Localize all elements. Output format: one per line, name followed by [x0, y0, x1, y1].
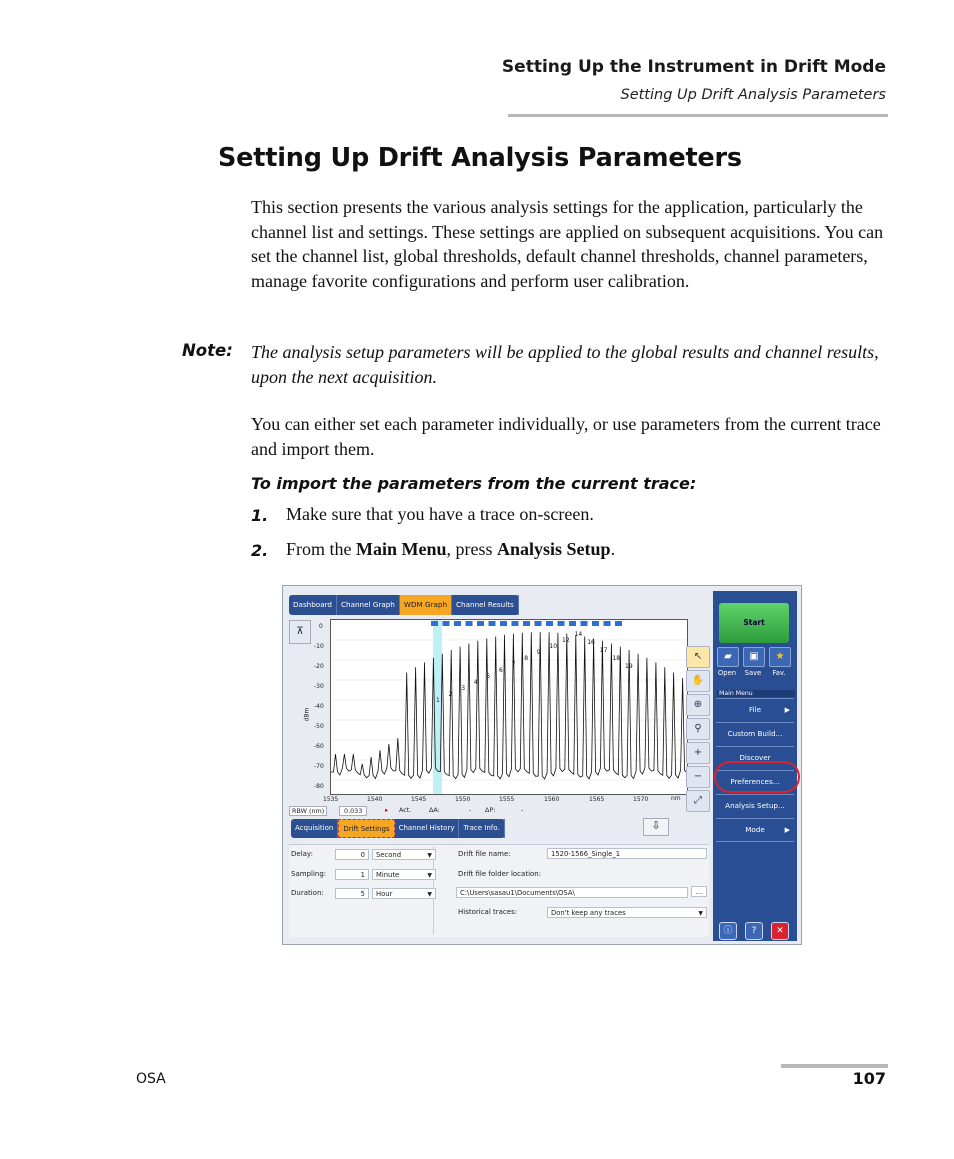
main-tab-bar	[289, 595, 519, 615]
close-icon[interactable]: ✕	[771, 922, 789, 940]
menu-item-custom-build[interactable]: Custom Build...	[716, 722, 794, 745]
y-tick: -30	[314, 683, 324, 690]
analysis-setup-term: Analysis Setup	[497, 539, 611, 559]
duration-unit-select[interactable]: Hour ▼	[372, 888, 436, 899]
drift-folder-label: Drift file folder location:	[458, 870, 542, 878]
channel-marker	[523, 621, 530, 626]
tab-dashboard[interactable]: Dashboard	[289, 595, 337, 615]
footer-rule	[781, 1064, 888, 1068]
chevron-down-icon: ▼	[427, 852, 432, 859]
x-tick: 1535	[323, 796, 339, 803]
delay-label: Delay:	[291, 850, 313, 858]
y-tick: -10	[314, 643, 324, 650]
open-folder-icon[interactable]: ▰	[717, 647, 739, 667]
chevron-right-icon: ▶	[784, 826, 790, 834]
channel-marker	[581, 621, 588, 626]
y-tick: -40	[314, 703, 324, 710]
intro-paragraph: This section presents the various analysis settings for the application, particularly the channel list and settings. These settings are applied on subsequent acquisitions. You can set the channel list, global thresholds, default channel thresholds, channel parameters, manage favorite configurations and perform user calibration.	[251, 197, 884, 291]
channel-label: 5	[486, 673, 491, 680]
y-axis-label: dBm	[303, 707, 311, 722]
spectrum-trace	[331, 620, 687, 794]
channel-label: 6	[499, 667, 503, 674]
save-label: Save	[744, 669, 762, 677]
x-tick: 1540	[367, 796, 383, 803]
expand-arrow-icon[interactable]: ⇩	[643, 818, 669, 836]
channel-label: 2	[448, 691, 453, 698]
zoom-out-icon[interactable]: −	[686, 766, 710, 788]
delta-p-value: -	[521, 806, 524, 814]
chevron-down-icon: ▼	[427, 891, 432, 898]
channel-label: 3	[461, 685, 466, 692]
y-tick: -80	[314, 783, 324, 790]
channel-marker	[592, 621, 599, 626]
drift-folder-input[interactable]: C:\Users\sasau1\Documents\OSA\	[456, 887, 688, 898]
delay-input[interactable]: 0	[335, 849, 369, 860]
delta-p-label: ΔP:	[485, 806, 496, 814]
y-tick: -70	[314, 763, 324, 770]
y-tick: 0	[319, 623, 323, 630]
zoom-icon[interactable]: ⚲	[686, 718, 710, 740]
channel-marker	[500, 621, 507, 626]
channel-marker	[604, 621, 611, 626]
page-number: 107	[852, 1069, 886, 1088]
save-disk-icon[interactable]: ▣	[743, 647, 765, 667]
wdm-graph-plot[interactable]	[330, 619, 688, 795]
channel-marker	[477, 621, 484, 626]
tab-wdm-graph[interactable]: WDM Graph	[400, 595, 452, 615]
rbw-label: RBW (nm)	[289, 806, 327, 816]
menu-item-discover[interactable]: Discover	[716, 746, 794, 769]
menu-item-preferences[interactable]: Preferences...	[716, 770, 794, 793]
x-tick: 1555	[499, 796, 515, 803]
subtab-drift-settings[interactable]: Drift Settings	[338, 819, 394, 838]
channel-marker	[558, 621, 565, 626]
x-tick: 1560	[544, 796, 560, 803]
step-1-number: 1.	[251, 506, 269, 525]
help-icon[interactable]: ?	[745, 922, 763, 940]
chevron-right-icon: ▶	[784, 706, 790, 714]
delta-a-value: -	[469, 806, 472, 814]
x-tick: 1565	[589, 796, 605, 803]
delta-a-label: ΔA:	[429, 806, 440, 814]
chevron-down-icon: ▼	[427, 872, 432, 879]
channel-label: 17	[599, 647, 608, 654]
channel-marker	[489, 621, 496, 626]
app-screenshot	[282, 585, 802, 945]
channel-marker	[569, 621, 576, 626]
pan-hand-icon[interactable]: ✋	[686, 670, 710, 692]
zoom-in-icon[interactable]: +	[686, 742, 710, 764]
delay-unit-select[interactable]: Second ▼	[372, 849, 436, 860]
historical-traces-select[interactable]: Don't keep any traces ▼	[547, 907, 707, 918]
marker-info-bar	[289, 805, 709, 817]
sampling-label: Sampling:	[291, 870, 327, 878]
step-2-text: From the Main Menu, press Analysis Setup.	[286, 539, 616, 559]
channel-marker	[535, 621, 542, 626]
sub-tab-bar	[291, 819, 505, 838]
y-tick: -50	[314, 723, 324, 730]
tab-channel-results[interactable]: Channel Results	[452, 595, 519, 615]
procedure-heading: To import the parameters from the current trace:	[251, 474, 697, 493]
favorite-star-icon[interactable]: ★	[769, 647, 791, 667]
channel-label: 14	[574, 631, 583, 638]
y-tick: -20	[314, 663, 324, 670]
running-header-section: Setting Up Drift Analysis Parameters	[620, 87, 886, 103]
x-unit: nm	[671, 795, 681, 802]
channel-label: 19	[625, 663, 633, 670]
channel-label: 10	[549, 643, 558, 650]
start-button[interactable]: Start	[719, 603, 789, 643]
running-header-chapter: Setting Up the Instrument in Drift Mode	[501, 57, 886, 77]
tab-channel-graph[interactable]: Channel Graph	[337, 595, 400, 615]
channel-marker	[546, 621, 553, 626]
channel-label: 8	[524, 655, 529, 662]
historical-traces-label: Historical traces:	[458, 908, 518, 916]
duration-label: Duration:	[291, 889, 324, 897]
channel-marker	[431, 621, 438, 626]
duration-input[interactable]: 5	[335, 888, 369, 899]
paragraph-2: You can either set each parameter individually, or use parameters from the current trace and import them.	[251, 414, 881, 459]
channel-marker	[443, 621, 450, 626]
open-label: Open	[717, 669, 737, 677]
menu-item-analysis-setup[interactable]: Analysis Setup...	[716, 794, 794, 817]
act-label: Act.	[399, 806, 412, 814]
x-tick: 1545	[411, 796, 427, 803]
channel-marker	[466, 621, 473, 626]
main-menu-term: Main Menu	[356, 539, 447, 559]
x-tick: 1550	[455, 796, 471, 803]
zoom-area-icon[interactable]: ⊕	[686, 694, 710, 716]
y-tick: -60	[314, 743, 324, 750]
act-marker[interactable]: ▸	[385, 806, 389, 814]
menu-item-mode[interactable]: Mode ▶	[716, 818, 794, 842]
step-1-text: Make sure that you have a trace on-screen.	[286, 504, 594, 524]
drift-file-name-label: Drift file name:	[458, 850, 511, 858]
subtab-acquisition[interactable]: Acquisition	[291, 819, 338, 838]
footer-product: OSA	[136, 1071, 166, 1087]
channel-label: 1	[436, 697, 440, 704]
drift-file-name-input[interactable]: 1520-1566_Single_1	[547, 848, 707, 859]
subtab-trace-info[interactable]: Trace Info.	[459, 819, 504, 838]
highlight-circle	[714, 761, 800, 793]
info-icon[interactable]: ⓘ	[719, 922, 737, 940]
sampling-input[interactable]: 1	[335, 869, 369, 880]
x-tick: 1570	[633, 796, 649, 803]
channel-label: 4	[473, 679, 478, 686]
menu-item-file[interactable]: File ▶	[716, 698, 794, 721]
channel-label: 18	[612, 655, 621, 662]
header-rule	[508, 114, 888, 117]
marker-tool-icon[interactable]: ⊼	[289, 620, 311, 644]
channel-marker	[454, 621, 461, 626]
full-view-icon[interactable]: ⤢	[686, 790, 710, 812]
page-title: Setting Up Drift Analysis Parameters	[218, 143, 742, 173]
channel-marker	[512, 621, 519, 626]
channel-label: 9	[536, 649, 541, 656]
rbw-value: 0.033	[339, 806, 367, 816]
channel-label: 16	[587, 639, 595, 646]
pointer-tool-icon[interactable]: ↖	[686, 646, 710, 668]
main-menu-label: Main Menu	[717, 690, 795, 697]
fav-label: Fav.	[772, 669, 786, 677]
channel-marker	[615, 621, 622, 626]
channel-label: 7	[511, 661, 516, 668]
chevron-down-icon: ▼	[698, 910, 703, 917]
note-text: The analysis setup parameters will be applied to the global results and channel results, upon the next acquisition.	[251, 342, 879, 387]
channel-label: 12	[562, 637, 570, 644]
browse-button[interactable]: ...	[691, 886, 707, 897]
trace-line	[331, 632, 687, 779]
step-2-number: 2.	[251, 541, 269, 560]
sampling-unit-select[interactable]: Minute ▼	[372, 869, 436, 880]
note-label: Note:	[182, 341, 233, 360]
subtab-channel-history[interactable]: Channel History	[395, 819, 460, 838]
